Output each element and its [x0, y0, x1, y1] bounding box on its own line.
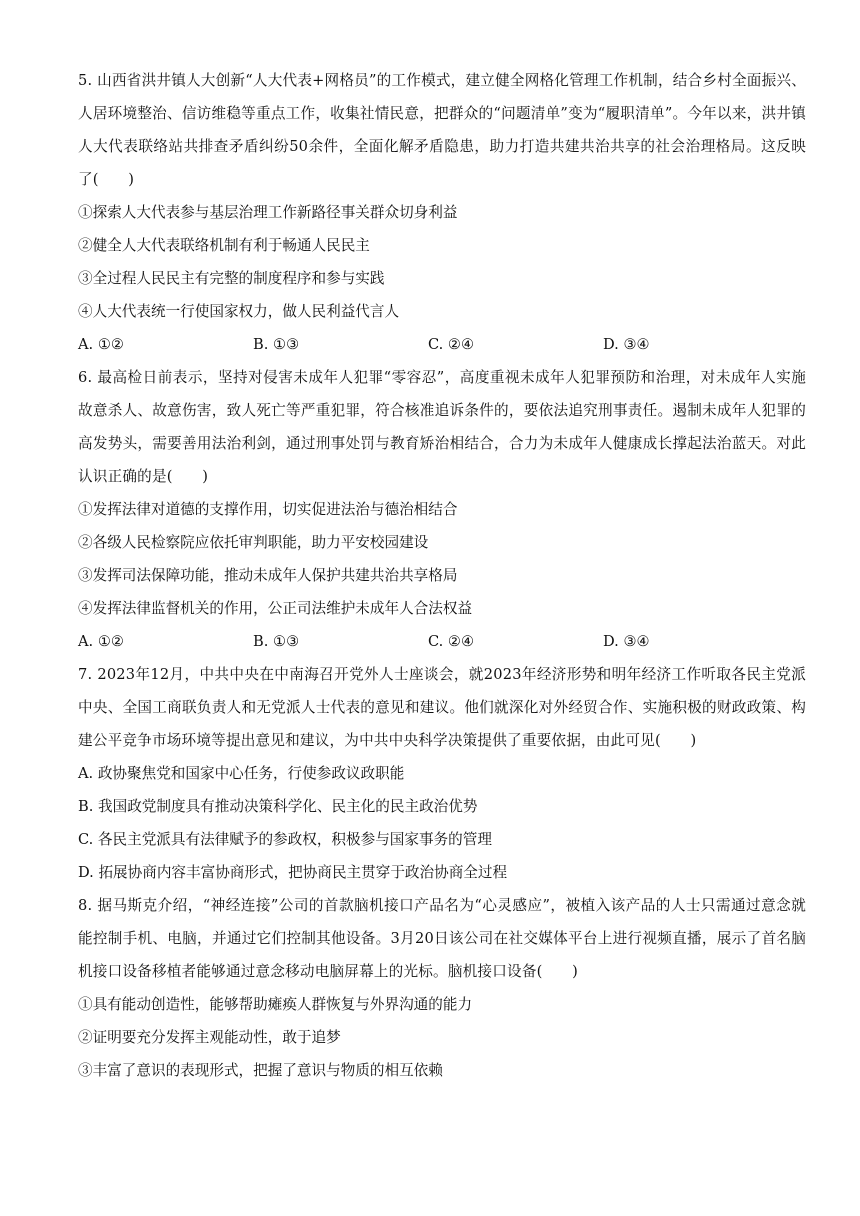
- option-a[interactable]: A. 政协聚焦党和国家中心任务，行使参政议政职能: [78, 765, 405, 782]
- question-stem: 5. 山西省洪井镇人大创新“人大代表+网格员”的工作模式，建立健全网格化管理工作机制，结合乡村全面振兴、人居环境整治、信访维稳等重点工作，收集社情民意，把群众的“问题清单”变为“履职清单”。今年以来，洪井镇人大代表联络站共排查矛盾纠纷50余件，全面化解矛盾隐患，助力打造共建共治共享的社会治理格局。这反映了( ): [78, 72, 806, 188]
- question-6: [78, 361, 806, 658]
- question-5: [78, 64, 806, 361]
- question-stem: 7. 2023年12月，中共中央在中南海召开党外人士座谈会，就2023年经济形势和明年经济工作听取各民主党派中央、全国工商联负责人和无党派人士代表的意见和建议。他们就深化对外经贸合作、实施积极的财政政策、构建公平竞争市场环境等提出意见和建议，为中共中央科学决策提供了重要依据，由此可见( ): [78, 666, 806, 749]
- choice-d[interactable]: D. ③④: [603, 336, 650, 353]
- statement-1: ①发挥法律对道德的支撑作用，切实促进法治与德治相结合: [78, 501, 458, 518]
- question-8: [78, 889, 806, 1087]
- statement-1: ①探索人大代表参与基层治理工作新路径事关群众切身利益: [78, 204, 458, 221]
- question-7: [78, 658, 806, 889]
- option-b[interactable]: B. 我国政党制度具有推动决策科学化、民主化的民主政治优势: [78, 798, 478, 815]
- answer-choices: [78, 625, 806, 658]
- question-stem: 8. 据马斯克介绍，“神经连接”公司的首款脑机接口产品名为“心灵感应”，被植入该产品的人士只需通过意念就能控制手机、电脑，并通过它们控制其他设备。3月20日该公司在社交媒体平台上进行视频直播，展示了首名脑机接口设备移植者能够通过意念移动电脑屏幕上的光标。脑机接口设备( ): [78, 897, 806, 980]
- statement-2: ②证明要充分发挥主观能动性，敢于追梦: [78, 1029, 341, 1046]
- answer-choices: [78, 328, 806, 361]
- option-d[interactable]: D. 拓展协商内容丰富协商形式，把协商民主贯穿于政治协商全过程: [78, 864, 508, 881]
- choice-a[interactable]: A. ①②: [78, 336, 124, 353]
- statement-3: ③丰富了意识的表现形式，把握了意识与物质的相互依赖: [78, 1062, 443, 1079]
- option-c[interactable]: C. 各民主党派具有法律赋予的参政权，积极参与国家事务的管理: [78, 831, 492, 848]
- statement-4: ④人大代表统一行使国家权力，做人民利益代言人: [78, 303, 400, 320]
- choice-b[interactable]: B. ①③: [253, 336, 300, 353]
- statement-3: ③发挥司法保障功能，推动未成年人保护共建共治共享格局: [78, 567, 458, 584]
- question-stem: 6. 最高检日前表示，坚持对侵害未成年人犯罪“零容忍”，高度重视未成年人犯罪预防和治理，对未成年人实施故意杀人、故意伤害，致人死亡等严重犯罪，符合核准追诉条件的，要依法追究刑事责任。遏制未成年人犯罪的高发势头，需要善用法治利剑，通过刑事处罚与教育矫治相结合，合力为未成年人健康成长撑起法治蓝天。对此认识正确的是( ): [78, 369, 806, 485]
- statement-2: ②健全人大代表联络机制有利于畅通人民民主: [78, 237, 370, 254]
- statement-3: ③全过程人民民主有完整的制度程序和参与实践: [78, 270, 385, 287]
- statement-4: ④发挥法律监督机关的作用，公正司法维护未成年人合法权益: [78, 600, 473, 617]
- choice-a[interactable]: A. ①②: [78, 633, 124, 650]
- choice-c[interactable]: C. ②④: [428, 336, 475, 353]
- statement-2: ②各级人民检察院应依托审判职能，助力平安校园建设: [78, 534, 429, 551]
- choice-c[interactable]: C. ②④: [428, 633, 475, 650]
- choice-b[interactable]: B. ①③: [253, 633, 300, 650]
- statement-1: ①具有能动创造性，能够帮助瘫痪人群恢复与外界沟通的能力: [78, 996, 473, 1013]
- choice-d[interactable]: D. ③④: [603, 633, 650, 650]
